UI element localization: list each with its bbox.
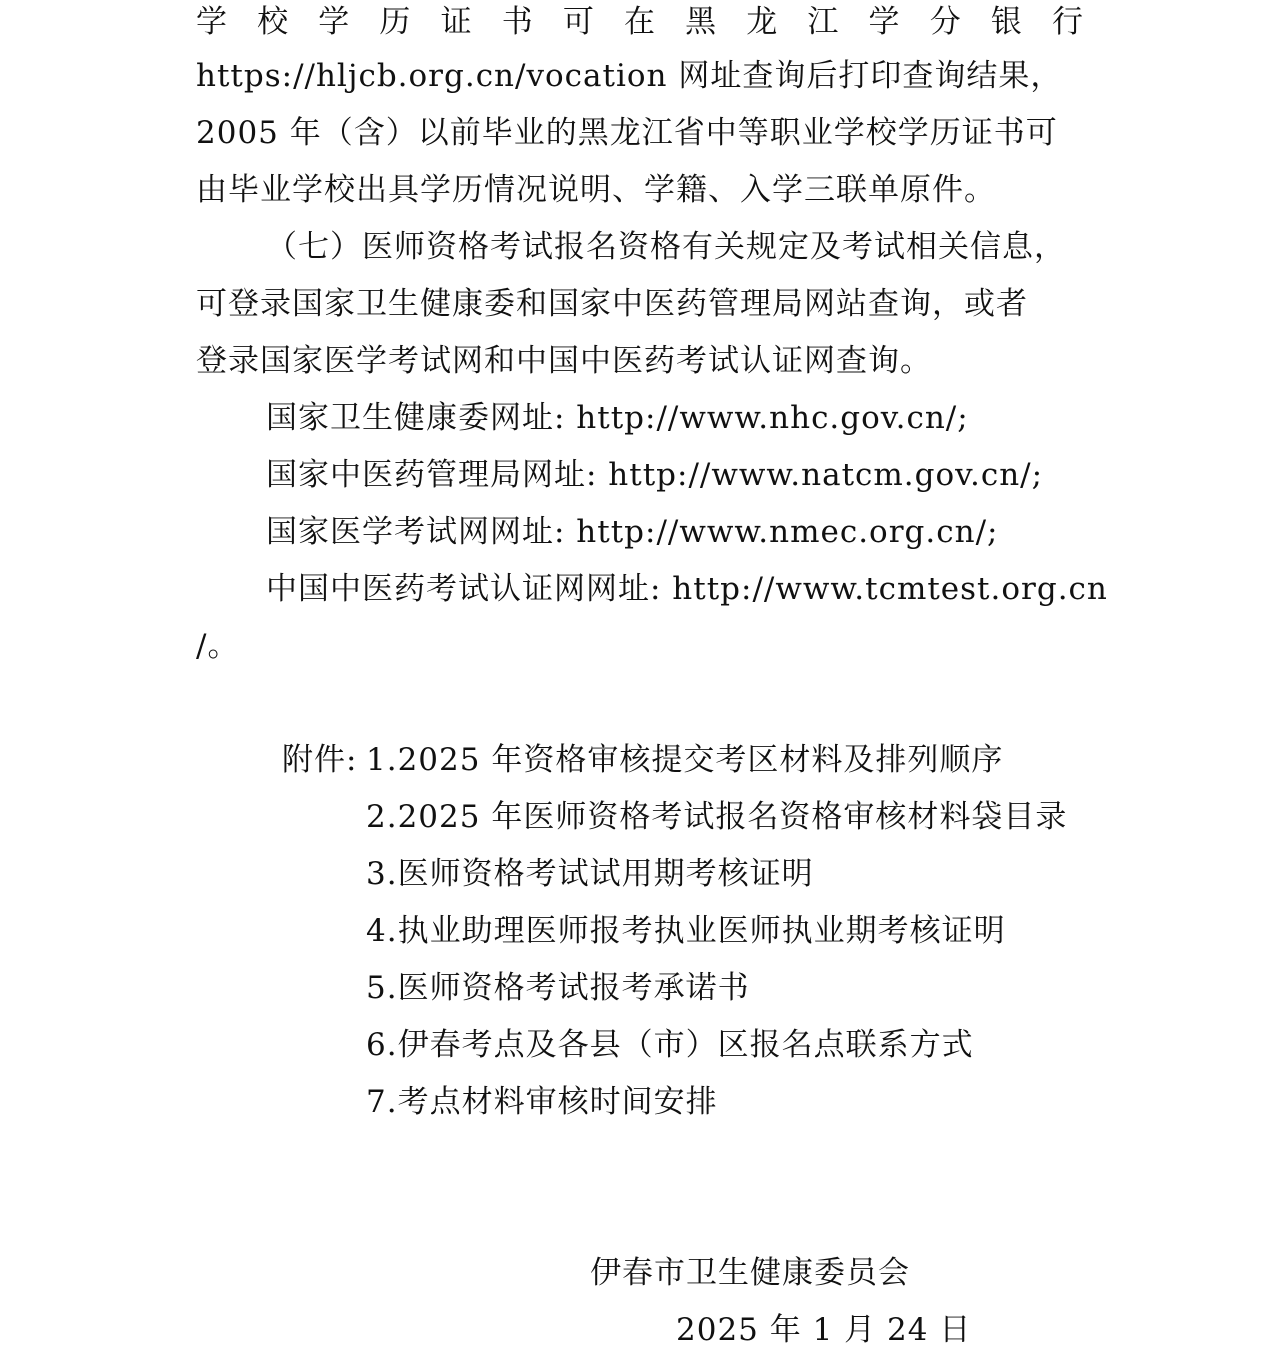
attachment-item-4: 4.执业助理医师报考执业医师执业期考核证明 [366, 913, 1006, 949]
attachment-item-3: 3.医师资格考试试用期考核证明 [366, 856, 814, 892]
attachment-item-5: 5.医师资格考试报考承诺书 [366, 970, 750, 1006]
paragraph-7-line-3: 登录国家医学考试网和中国中医药考试认证网查询。 [196, 343, 932, 379]
website-tcmtest-continued: /。 [196, 628, 240, 664]
paragraph-7-line-2: 可登录国家卫生健康委和国家中医药管理局网站查询，或者 [196, 286, 1028, 322]
char: 历 [379, 4, 412, 40]
signature-organization: 伊春市卫生健康委员会 [590, 1255, 910, 1291]
char: 学 [196, 4, 228, 40]
char: 可 [562, 4, 595, 40]
char: 银 [990, 4, 1023, 40]
paragraph-7-line-1: （七）医师资格考试报名资格有关规定及考试相关信息， [266, 229, 1066, 265]
body-line-3: 2005 年（含）以前毕业的黑龙江省中等职业学校学历证书可 [196, 115, 1058, 151]
attachments-label: 附件: [282, 742, 358, 778]
char: 校 [257, 4, 290, 40]
attachment-item-7: 7.考点材料审核时间安排 [366, 1084, 718, 1120]
attachment-item-6: 6.伊春考点及各县（市）区报名点联系方式 [366, 1027, 974, 1063]
char: 学 [318, 4, 351, 40]
body-line-1 [196, 2, 1084, 42]
website-nmec: 国家医学考试网网址: http://www.nmec.org.cn/; [266, 514, 999, 550]
website-natcm: 国家中医药管理局网址: http://www.natcm.gov.cn/; [266, 457, 1044, 493]
char: 学 [868, 4, 901, 40]
char: 行 [1051, 4, 1084, 40]
char: 龙 [746, 4, 779, 40]
attachment-item-1: 1.2025 年资格审核提交考区材料及排列顺序 [366, 742, 1004, 778]
char: 证 [440, 4, 473, 40]
website-tcmtest: 中国中医药考试认证网网址: http://www.tcmtest.org.cn [266, 571, 1108, 607]
website-nhc: 国家卫生健康委网址: http://www.nhc.gov.cn/; [266, 400, 969, 436]
char: 书 [501, 4, 534, 40]
signature-date: 2025 年 1 月 24 日 [676, 1312, 972, 1348]
body-line-4: 由毕业学校出具学历情况说明、学籍、入学三联单原件。 [196, 172, 996, 208]
attachment-item-2: 2.2025 年医师资格考试报名资格审核材料袋目录 [366, 799, 1068, 835]
char: 分 [929, 4, 962, 40]
char: 江 [807, 4, 840, 40]
body-line-2: https://hljcb.org.cn/vocation 网址查询后打印查询结果， [196, 58, 1063, 94]
char: 在 [623, 4, 656, 40]
char: 黑 [685, 4, 718, 40]
